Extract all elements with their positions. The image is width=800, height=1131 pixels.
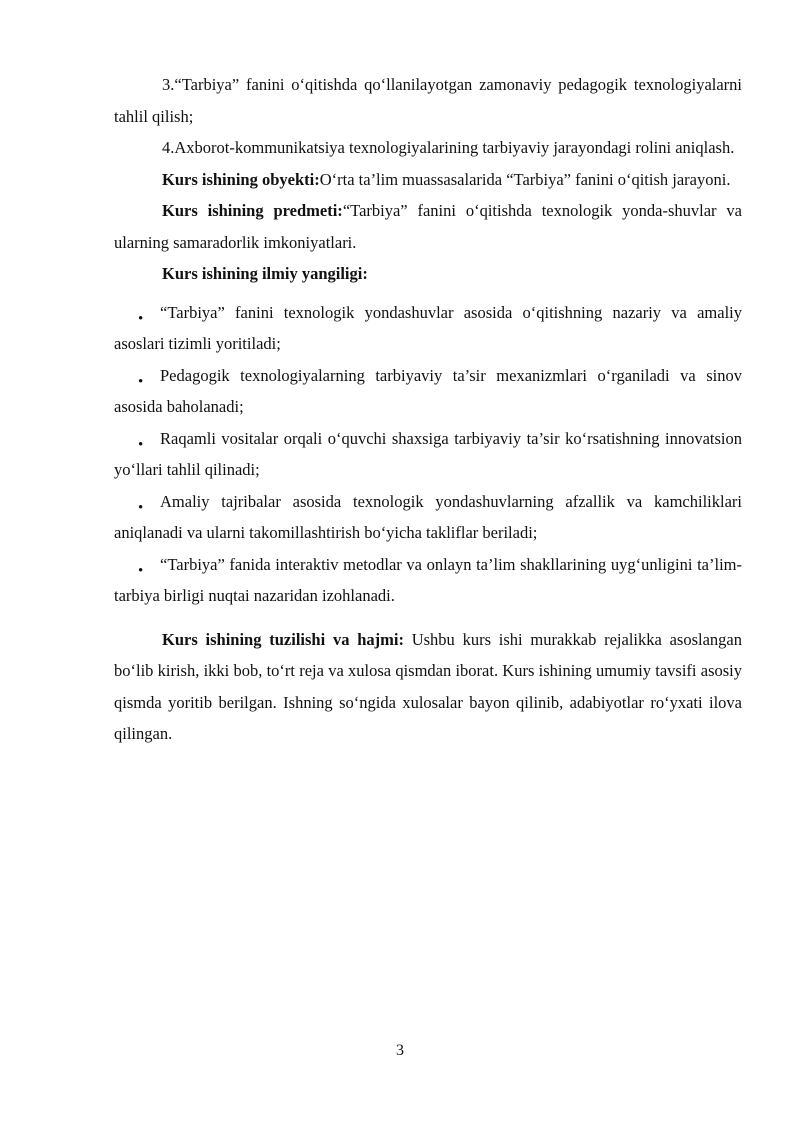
- page-number: 3: [396, 1042, 404, 1059]
- structure-label: Kurs ishining tuzilishi va hajmi:: [162, 629, 404, 649]
- novelty-heading: Kurs ishining ilmiy yangiligi:: [162, 264, 368, 283]
- research-object-label: Kurs ishining obyekti:: [162, 169, 320, 189]
- list-item: • Raqamli vositalar orqali o‘quvchi shaxsiga tarbiyaviy ta’sir ko‘rsatishning innovatsion yo‘llari tahlil qilinadi;: [114, 428, 742, 479]
- research-subject-text: “Tarbiya” fanini o‘qitishda texnologik yonda-shuvlar va ularning samaradorlik imkoniyatlari.: [114, 201, 742, 252]
- page-content: [114, 69, 742, 750]
- research-subject-label: Kurs ishining predmeti:: [162, 201, 343, 220]
- research-subject-paragraph: [114, 195, 742, 258]
- structure-text: Ushbu kurs ishi murakkab rejalikka asoslangan bo‘lib kirish, ikki bob, to‘rt reja va xulosa qismdan iborat. Kurs ishining umumiy tavsifi asosiy qismda yoritib berilgan. Ishning so‘ngida xulosalar bayon qilinib, adabiyotlar ro‘yxati ilova qilingan.: [114, 629, 742, 743]
- structure-paragraph: [114, 624, 742, 750]
- list-item: • Amaliy tajribalar asosida texnologik yondashuvlarning afzallik va kamchiliklari aniqlanadi va ularni takomillashtirish bo‘yicha takliflar beriladi;: [114, 491, 742, 542]
- task-item-4: 4.Axborot-kommunikatsiya texnologiyalarining tarbiyaviy jarayondagi rolini aniqlash.: [162, 138, 735, 157]
- research-object-text: O‘rta ta’lim muassasalarida “Tarbiya” fanini o‘qitish jarayoni.: [319, 169, 731, 189]
- list-item: • “Tarbiya” fanida interaktiv metodlar va onlayn ta’lim shakllarining uyg‘unligini ta’lim-tarbiya birligi nuqtai nazaridan izohlanadi.: [114, 554, 742, 605]
- novelty-list: [114, 297, 742, 612]
- task-item-3: 3.“Tarbiya” fanini o‘qitishda qo‘llanilayotgan zamonaviy pedagogik texnologiyalarni tahlil qilish;: [114, 75, 742, 126]
- list-item: • “Tarbiya” fanini texnologik yondashuvlar asosida o‘qitishning nazariy va amaliy asoslari tizimli yoritiladi;: [114, 302, 742, 353]
- research-object-paragraph: [114, 164, 742, 196]
- list-item: • Pedagogik texnologiyalarning tarbiyaviy ta’sir mexanizmlari o‘rganiladi va sinov asosida baholanadi;: [114, 365, 742, 416]
